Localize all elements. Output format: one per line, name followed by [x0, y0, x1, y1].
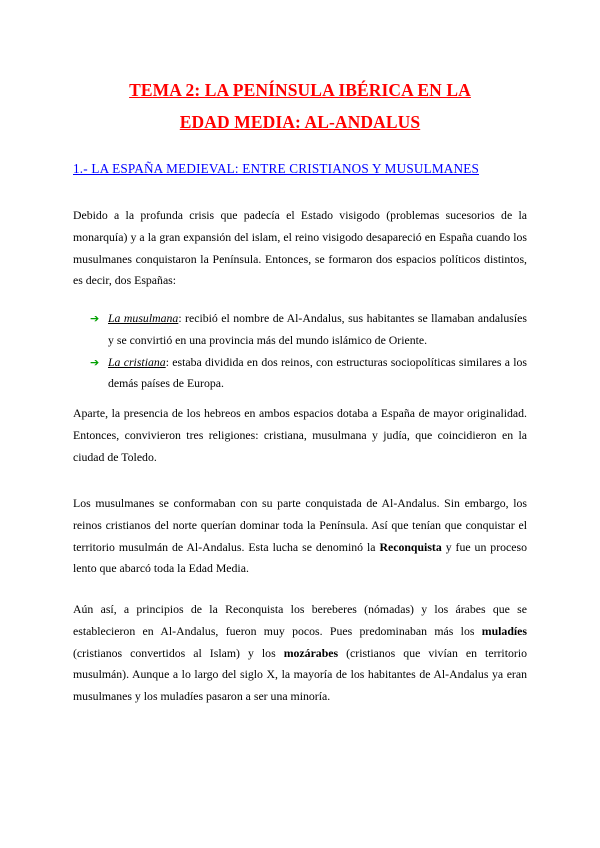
title-line-1: TEMA 2: LA PENÍNSULA IBÉRICA EN LA — [129, 80, 471, 100]
bullet-item-cristiana — [90, 352, 527, 396]
bullet-text: : estaba dividida en dos reinos, con estructuras sociopolíticas similares a los demás países de Europa. — [108, 354, 527, 391]
term-muladies: muladíes — [481, 623, 527, 638]
arrow-right-icon: ➔ — [90, 355, 100, 369]
paragraph-text: Los musulmanes se conformaban con su parte conquistada de Al-Andalus. Sin embargo, los reinos cristianos del norte querían dominar toda la Península. Así que tenían que conquistar el territorio musulmán de Al-Andalus. Esta lucha se denominó la — [73, 496, 527, 554]
bullet-item-musulmana — [90, 308, 527, 352]
title-line-2: EDAD MEDIA: AL-ANDALUS — [179, 112, 421, 132]
bullet-list — [90, 308, 527, 395]
term-mozarabes: mozárabes — [283, 645, 339, 660]
term-reconquista: Reconquista — [379, 539, 442, 554]
paragraph-text: Aún así, a principios de la Reconquista los bereberes (nómadas) y los árabes que se establecieron en Al-Andalus, fueron muy pocos. Pues predominaban más los — [73, 602, 527, 638]
paragraph-hebreos: Aparte, la presencia de los hebreos en ambos espacios dotaba a España de mayor originalidad. Entonces, convivieron tres religiones: cristiana, musulmana y judía, que coincidieron en la ciudad de Toledo. — [73, 406, 527, 464]
document-title — [60, 74, 540, 138]
paragraph-intro: Debido a la profunda crisis que padecía el Estado visigodo (problemas sucesorios de la monarquía) y a la gran expansión del islam, el reino visigodo desapareció en España cuando los musulmanes conquistaron la Península. Entonces, se formaron dos espacios políticos distintos, es decir, dos Españas: — [73, 208, 527, 288]
paragraph-poblacion — [73, 599, 527, 708]
paragraph-text: (cristianos que vivían en territorio musulmán). Aunque a lo largo del siglo X, la mayoría de los habitantes de Al-Andalus ya eran musulmanes y los muladíes pasaron a ser una minoría. — [73, 645, 527, 704]
paragraph-reconquista — [73, 493, 527, 580]
paragraph-text: y fue un proceso lento que abarcó toda la Edad Media. — [73, 539, 527, 576]
bullet-term: La cristiana — [108, 354, 166, 369]
paragraph-text: (cristianos convertidos al Islam) y los — [73, 645, 284, 660]
bullet-text: : recibió el nombre de Al-Andalus, sus habitantes se llamaban andalusíes y se convirtió en una provincia más del mundo islámico de Oriente. — [108, 311, 527, 347]
arrow-right-icon: ➔ — [90, 312, 100, 325]
bullet-term: La musulmana — [108, 311, 179, 325]
section-heading: 1.- LA ESPAÑA MEDIEVAL: ENTRE CRISTIANOS Y MUSULMANES — [73, 161, 480, 176]
